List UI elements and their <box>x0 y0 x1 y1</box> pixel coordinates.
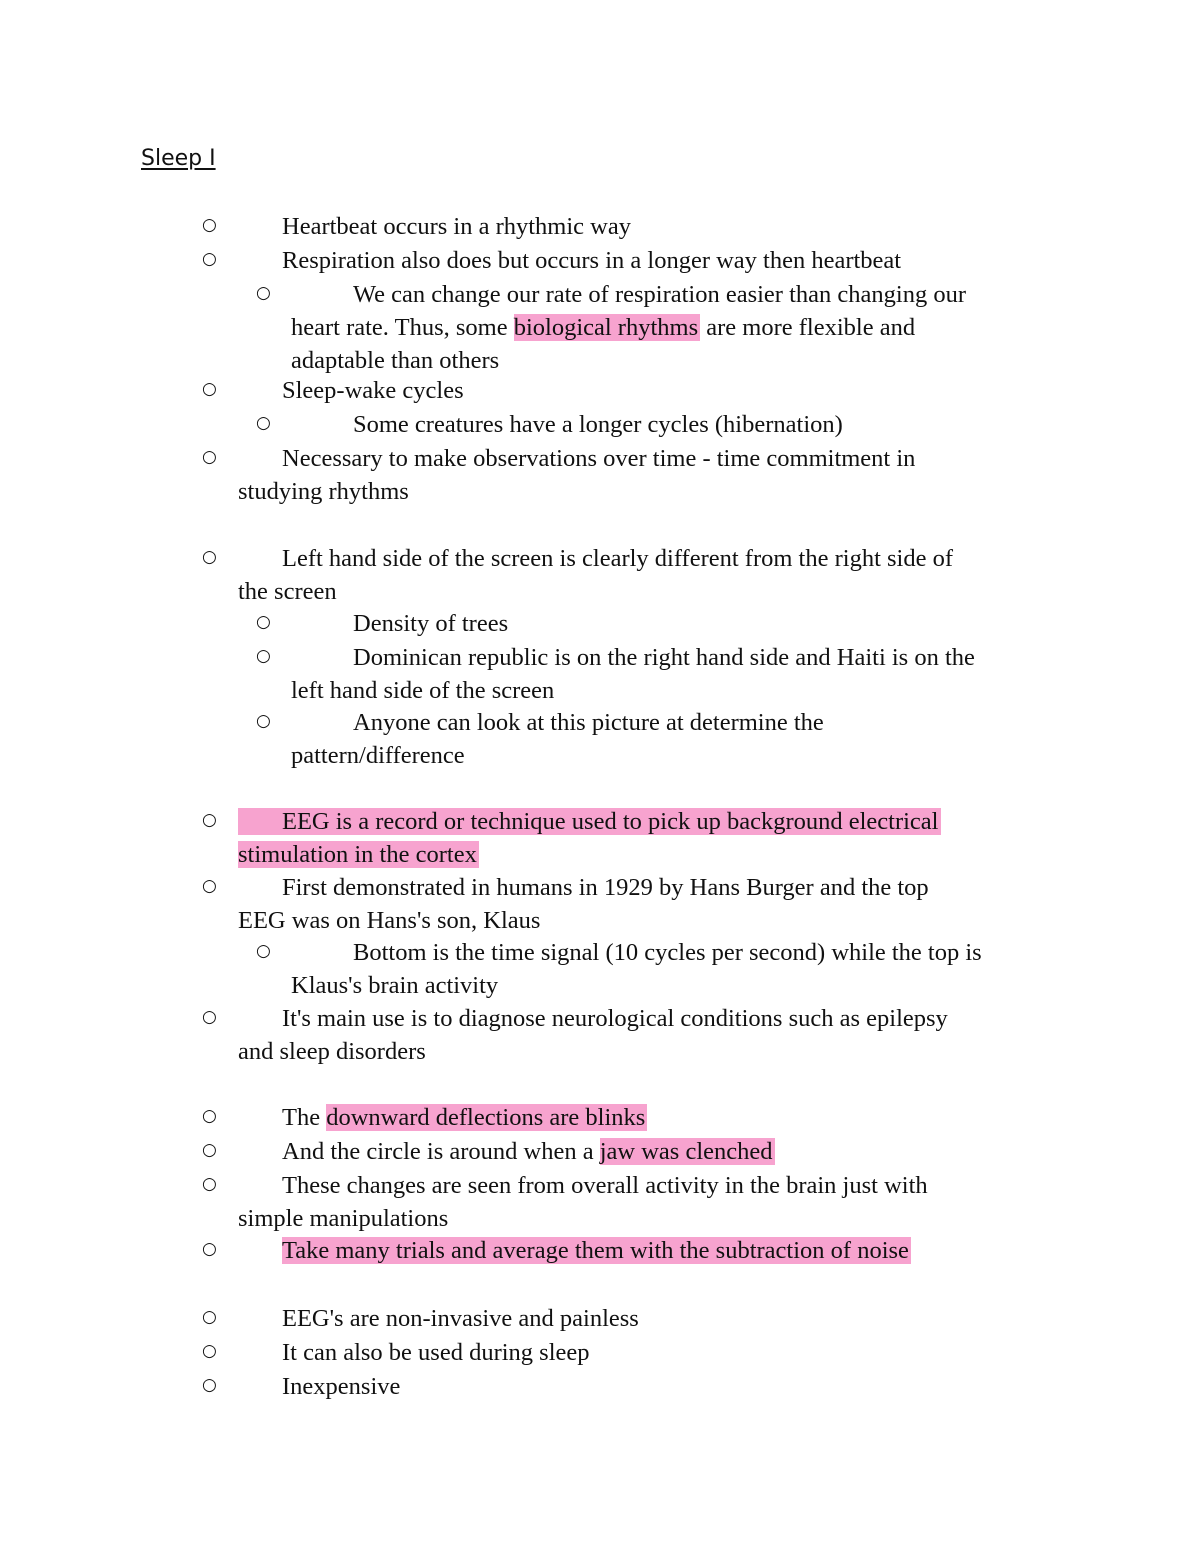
list-item <box>202 543 954 609</box>
sub-list-item <box>256 642 975 708</box>
list-item <box>202 1337 590 1370</box>
circle-bullet-icon: ○ <box>202 1341 217 1361</box>
circle-bullet-icon: ○ <box>202 249 217 269</box>
list-item-text: EEG was on Hans's son, Klaus <box>238 906 541 934</box>
circle-bullet-icon: ○ <box>202 1239 217 1259</box>
circle-bullet-icon: ○ <box>202 379 217 399</box>
highlighted-text: jaw was clenched <box>599 1138 773 1165</box>
list-item-text: Sleep-wake cycles <box>282 377 464 404</box>
circle-bullet-icon: ○ <box>202 215 217 235</box>
list-item-text: Respiration also does but occurs in a longer way then heartbeat <box>282 247 902 274</box>
list-item <box>202 1136 775 1169</box>
list-item-text: It's main use is to diagnose neurological conditions such as epilepsy <box>282 1005 948 1032</box>
circle-bullet-icon: ○ <box>202 1375 217 1395</box>
list-item-text: Bottom is the time signal (10 cycles per second) while the top is <box>353 939 982 966</box>
list-item <box>202 375 464 408</box>
list-item-text: heart rate. Thus, some <box>291 313 514 341</box>
list-item-text: Necessary to make observations over time - time commitment in <box>282 445 916 472</box>
list-item-text: It can also be used during sleep <box>282 1339 590 1366</box>
list-item <box>202 872 929 938</box>
list-item-text: Anyone can look at this picture at determine the <box>353 709 824 736</box>
list-item-text: EEG's are non-invasive and painless <box>282 1305 639 1332</box>
list-item-text: Klaus's brain activity <box>291 971 499 999</box>
list-item <box>202 806 941 872</box>
list-item-text: Dominican republic is on the right hand side and Haiti is on the <box>353 644 975 671</box>
circle-bullet-icon: ○ <box>256 941 271 961</box>
page-title: Sleep I <box>141 146 216 171</box>
circle-bullet-icon: ○ <box>202 1307 217 1327</box>
list-item-text: The <box>282 1104 327 1131</box>
circle-bullet-icon: ○ <box>202 547 217 567</box>
circle-bullet-icon: ○ <box>202 1106 217 1126</box>
list-item-text: And the circle is around when a <box>282 1138 600 1165</box>
list-item-text: We can change our rate of respiration easier than changing our <box>353 281 966 308</box>
circle-bullet-icon: ○ <box>202 447 217 467</box>
list-item <box>202 211 631 244</box>
list-item-text: left hand side of the screen <box>291 676 555 704</box>
sub-list-item <box>256 279 966 377</box>
list-item <box>202 1003 948 1069</box>
circle-bullet-icon: ○ <box>202 1007 217 1027</box>
sub-list-item <box>256 707 824 773</box>
highlighted-text: downward deflections are blinks <box>326 1104 646 1131</box>
list-item-text: Left hand side of the screen is clearly different from the right side of <box>282 545 954 572</box>
highlighted-text: biological rhythms <box>513 313 699 341</box>
list-item-text: Inexpensive <box>282 1373 401 1400</box>
sub-list-item <box>256 937 982 1003</box>
list-item-text: are more flexible and <box>700 313 916 341</box>
circle-bullet-icon: ○ <box>202 1174 217 1194</box>
list-item <box>202 443 916 509</box>
list-item-text: Density of trees <box>353 610 509 637</box>
list-item <box>202 1235 911 1268</box>
list-item-text: the screen <box>238 577 337 605</box>
circle-bullet-icon: ○ <box>256 612 271 632</box>
list-item <box>202 1371 401 1404</box>
sub-list-item <box>256 608 509 641</box>
list-item <box>202 1170 928 1236</box>
list-item-text: Heartbeat occurs in a rhythmic way <box>282 213 631 240</box>
list-item-text: and sleep disorders <box>238 1037 426 1065</box>
circle-bullet-icon: ○ <box>202 810 217 830</box>
sub-list-item <box>256 409 843 442</box>
list-item-text: studying rhythms <box>238 477 409 505</box>
highlighted-text: Take many trials and average them with the subtraction of noise <box>282 1237 909 1264</box>
highlighted-text: EEG is a record or technique used to pick up background electrical <box>238 808 941 835</box>
list-item <box>202 1102 647 1135</box>
highlighted-text: stimulation in the cortex <box>238 840 477 868</box>
list-item-text: adaptable than others <box>291 346 500 374</box>
list-item-text: First demonstrated in humans in 1929 by Hans Burger and the top <box>282 874 929 901</box>
list-item-text: pattern/difference <box>291 741 465 769</box>
circle-bullet-icon: ○ <box>256 711 271 731</box>
circle-bullet-icon: ○ <box>256 283 271 303</box>
list-item <box>202 245 902 278</box>
list-item-text: simple manipulations <box>238 1204 449 1232</box>
circle-bullet-icon: ○ <box>256 413 271 433</box>
list-item-text: Some creatures have a longer cycles (hibernation) <box>353 411 843 438</box>
circle-bullet-icon: ○ <box>202 1140 217 1160</box>
list-item <box>202 1303 639 1336</box>
circle-bullet-icon: ○ <box>202 876 217 896</box>
circle-bullet-icon: ○ <box>256 646 271 666</box>
list-item-text: These changes are seen from overall activity in the brain just with <box>282 1172 928 1199</box>
